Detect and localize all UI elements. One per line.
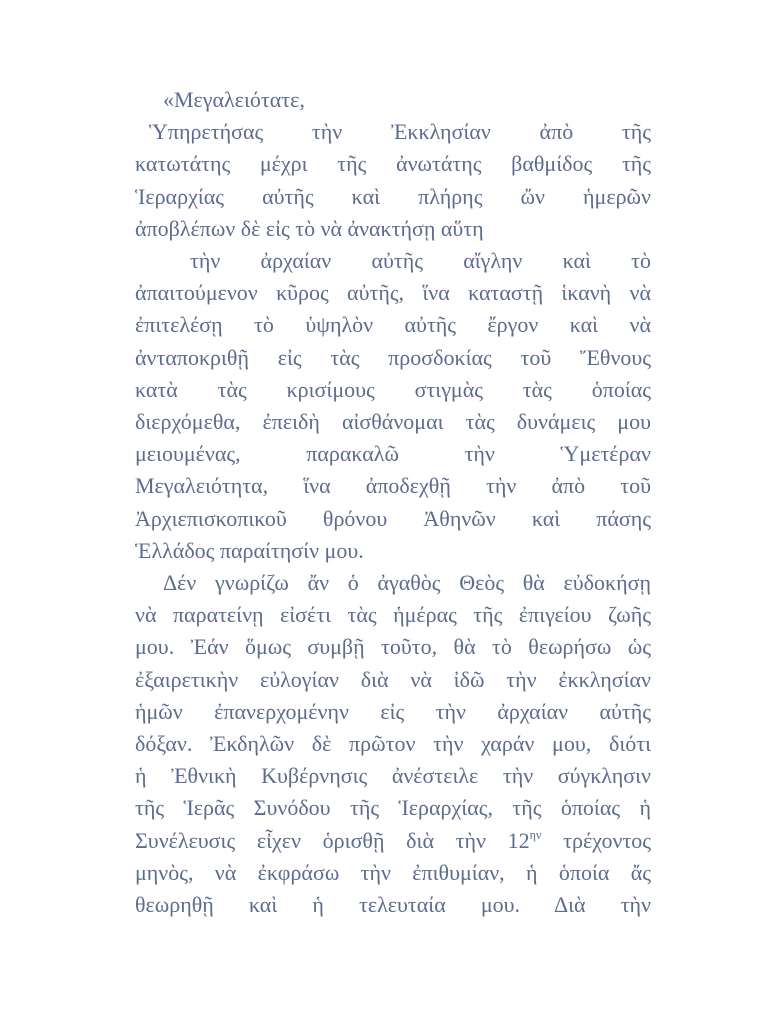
text-line: τὴν ἀρχαίαν αὐτῆς αἴγλην καὶ τὸ: [190, 248, 651, 274]
text-line: διερχόμεθα, ἐπειδὴ αἰσθάνομαι τὰς δυνάμεις μου: [135, 409, 651, 435]
text-line: ἀνταποκριθῇ εἰς τὰς προσδοκίας τοῦ Ἔθνους: [135, 344, 651, 370]
paragraph: [135, 567, 651, 921]
text-line: Ἑλλάδος παραίτησίν μου.: [135, 537, 364, 563]
text-line: ἡ Ἐθνικὴ Κυβέρνησις ἀνέστειλε τὴν σύγκλησιν: [135, 763, 651, 789]
text-line: τῆς Ἱερᾶς Συνόδου τῆς Ἱεραρχίας, τῆς ὁποίας ἡ: [135, 795, 651, 821]
text-line: νὰ παρατείνῃ εἰσέτι τὰς ἡμέρας τῆς ἐπιγείου ζωῆς: [135, 602, 651, 628]
ordinal-superscript: ην: [529, 827, 542, 842]
text-line: [135, 825, 651, 857]
text-line: κατὰ τὰς κρισίμους στιγμὰς τὰς ὁποίας: [135, 376, 651, 402]
text-line: ἐξαιρετικὴν εὐλογίαν διὰ νὰ ἰδῶ τὴν ἐκκλησίαν: [135, 666, 651, 692]
text-line: Δέν γνωρίζω ἄν ὁ ἀγαθὸς Θεὸς θὰ εὐδοκήσῃ: [163, 570, 651, 596]
paragraph: [135, 116, 651, 245]
text-line: ἐπιτελέσῃ τὸ ὑψηλὸν αὐτῆς ἔργον καὶ νὰ: [135, 312, 651, 338]
paragraph: [135, 245, 651, 567]
text-line: ἡμῶν ἐπανερχομένην εἰς τὴν ἀρχαίαν αὐτῆς: [135, 698, 651, 724]
text-line: ἀπαιτούμενον κῦρος αὐτῆς, ἵνα καταστῇ ἱκανὴ νὰ: [135, 280, 651, 306]
text-line: Ἀρχιεπισκοπικοῦ θρόνου Ἀθηνῶν καὶ πάσης: [135, 505, 651, 531]
text-line: μου. Ἐάν ὅμως συμβῇ τοῦτο, θὰ τὸ θεωρήσω ὡς: [135, 634, 651, 660]
text-line: Ἱεραρχίας αὐτῆς καὶ πλήρης ὤν ἡμερῶν: [135, 183, 651, 209]
text-line: μηνὸς, νὰ ἐκφράσω τὴν ἐπιθυμίαν, ἡ ὁποία ἄς: [135, 859, 651, 885]
text-segment: Συνέλευσις εἶχεν ὁρισθῇ διὰ τὴν 12: [135, 827, 530, 853]
text-line: δόξαν. Ἐκδηλῶν δὲ πρῶτον τὴν χαράν μου, διότι: [135, 731, 651, 757]
text-line: κατωτάτης μέχρι τῆς ἀνωτάτης βαθμίδος τῆς: [135, 151, 651, 177]
letter-body: [135, 84, 651, 921]
text-line: Μεγαλειότητα, ἵνα ἀποδεχθῇ τὴν ἀπὸ τοῦ: [135, 473, 651, 499]
salutation: «Μεγαλειότατε,: [163, 87, 305, 112]
text-line: μειουμένας, παρακαλῶ τὴν Ὑμετέραν: [135, 441, 651, 467]
text-line: Ὑπηρετήσας τὴν Ἐκκλησίαν ἀπὸ τῆς: [149, 119, 651, 145]
text-line: θεωρηθῇ καὶ ἡ τελευταία μου. Διὰ τὴν: [135, 892, 651, 918]
text-line: ἀποβλέπων δὲ εἰς τὸ νὰ ἀνακτήσῃ αὕτη: [135, 215, 484, 241]
text-segment: τρέχοντος: [563, 827, 652, 853]
